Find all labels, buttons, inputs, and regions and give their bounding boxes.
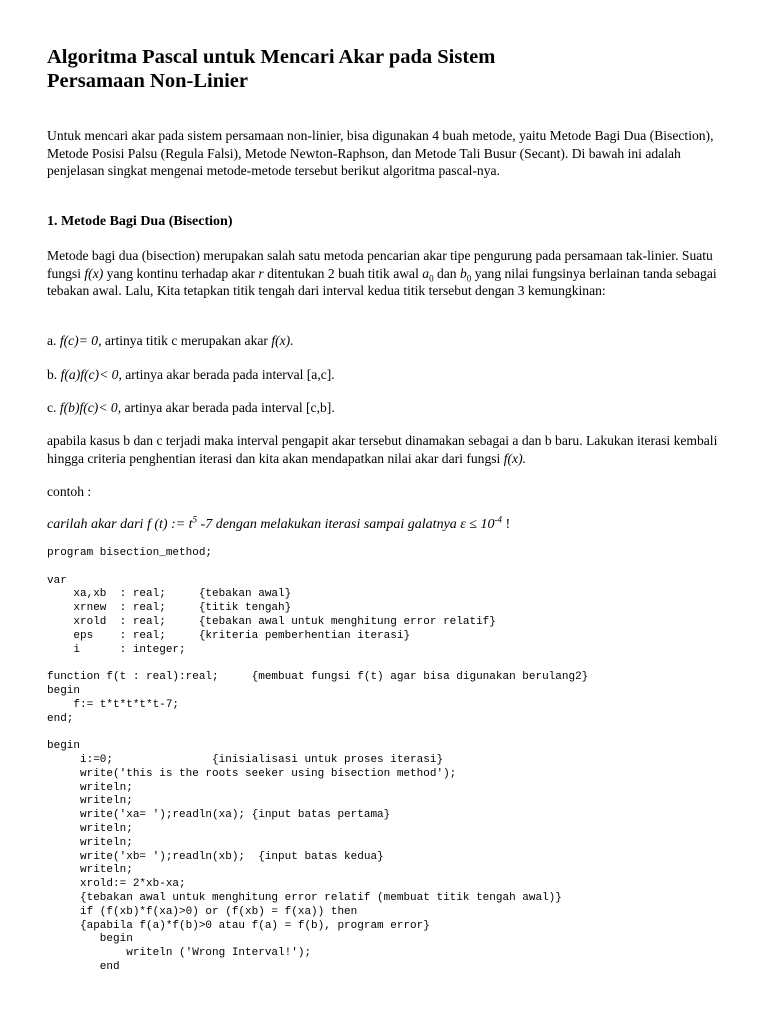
example-problem xyxy=(47,516,737,534)
math-fx: f(x) xyxy=(84,265,104,281)
code-line: begin xyxy=(47,684,81,697)
code-line: if (f(xb)*f(xa)>0) or (f(xb) = f(xa)) then xyxy=(47,905,358,918)
text-run: -7 dengan melakukan iterasi sampai galatnya ε ≤ 10 xyxy=(197,517,495,532)
code-line: writeln; xyxy=(47,836,133,849)
code-line xyxy=(47,726,588,740)
code-line: begin xyxy=(47,740,81,753)
code-line: writeln; xyxy=(47,864,133,877)
text-run: ! xyxy=(502,517,511,532)
intro-paragraph: Untuk mencari akar pada sistem persamaan non-linier, bisa digunakan 4 buah metode, yaitu Metode Bagi Dua (Bisection), Metode Posisi Palsu (Regula Falsi), Metode Newton-Raphson, dan Metode Tali Busur (Secant). Di bawah ini adalah penjelasan singkat mengenai metode-metode tersebut berikut algoritma pascal-nya. xyxy=(47,128,714,178)
section-heading: 1. Metode Bagi Dua (Bisection) xyxy=(47,214,233,229)
text-run: carilah akar dari f (t) := t xyxy=(47,517,193,532)
math-fx: f(x). xyxy=(503,450,526,466)
code-line: program bisection_method; xyxy=(47,547,213,559)
case-text: artinya akar berada pada interval [c,b]. xyxy=(121,400,335,415)
code-line xyxy=(47,657,588,671)
example-label: contoh : xyxy=(47,484,92,499)
case-b xyxy=(47,366,737,384)
case-a xyxy=(47,332,737,350)
code-line: f:= t*t*t*t*t-7; xyxy=(47,698,180,711)
text-run: ditentukan 2 buah titik awal xyxy=(263,265,423,281)
page-title xyxy=(47,45,495,93)
code-line: {apabila f(a)*f(b)>0 atau f(a) = f(b), program error} xyxy=(47,919,430,932)
code-line: function f(t : real):real; {membuat fungsi f(t) agar bisa digunakan berulang2} xyxy=(47,671,589,684)
code-line xyxy=(47,561,588,575)
code-line: xrold : real; {tebakan awal untuk menghitung error relatif} xyxy=(47,615,496,628)
code-line: writeln; xyxy=(47,795,133,808)
text-run: Metode bagi dua (bisection) merupakan salah satu metoda pencarian akar tipe pengurung pada persamaan tak-linier. Suatu fungsi xyxy=(47,248,713,281)
text-run: dan xyxy=(433,265,460,281)
case-label: a. xyxy=(47,333,60,348)
code-line: eps : real; {kriteria pemberhentian iterasi} xyxy=(47,629,411,642)
iteration-paragraph xyxy=(47,432,737,467)
math-r: r xyxy=(258,265,264,281)
math-a0: a xyxy=(422,265,430,281)
code-line: write('this is the roots seeker using bisection method'); xyxy=(47,767,457,780)
math-superscript: -4 xyxy=(494,514,502,525)
code-line: writeln ('Wrong Interval!'); xyxy=(47,947,312,960)
case-label: b. xyxy=(47,367,61,382)
title-line-2: Persamaan Non-Linier xyxy=(47,70,248,92)
case-c xyxy=(47,399,737,417)
case-label: c. xyxy=(47,400,60,415)
case-text: artinya titik c merupakan akar xyxy=(101,333,272,348)
code-line: begin xyxy=(47,933,133,946)
case-expression: f(a)f(c)< 0, xyxy=(60,367,122,382)
case-expression: f(b)f(c)< 0, xyxy=(59,400,122,415)
code-line: i : integer; xyxy=(47,643,186,656)
code-line: i:=0; {inisialisasi untuk proses iterasi} xyxy=(47,753,444,766)
math-fx: f(x). xyxy=(271,333,294,348)
code-line: write('xa= ');readln(xa); {input batas pertama} xyxy=(47,809,391,822)
code-line: xrnew : real; {titik tengah} xyxy=(47,602,292,615)
math-subscript: 0 xyxy=(429,273,434,284)
math-superscript: 5 xyxy=(192,514,198,525)
code-line: xa,xb : real; {tebakan awal} xyxy=(47,588,292,601)
bisection-description xyxy=(47,247,737,300)
text-run: yang kontinu terhadap akar xyxy=(103,265,259,281)
code-line: writeln; xyxy=(47,822,133,835)
code-line: end xyxy=(47,960,120,973)
math-subscript: 0 xyxy=(466,273,472,284)
case-text: artinya akar berada pada interval [a,c]. xyxy=(121,367,335,382)
math-b0: b xyxy=(460,265,467,281)
code-line: writeln; xyxy=(47,781,133,794)
code-line: {tebakan awal untuk menghitung error relatif (membuat titik tengah awal)} xyxy=(47,891,562,904)
code-line: var xyxy=(47,574,67,587)
code-line: xrold:= 2*xb-xa; xyxy=(47,878,186,891)
text-run: yang nilai fungsinya berlainan tanda sebagai tebakan awal. Lalu, Kita tetapkan titik tengah dari interval kedua titik tersebut dengan 3 kemungkinan: xyxy=(47,265,717,298)
code-line: write('xb= ');readln(xb); {input batas kedua} xyxy=(47,850,384,863)
pascal-code-block xyxy=(47,547,588,975)
case-expression: f(c)= 0, xyxy=(59,333,102,348)
code-line: end; xyxy=(47,712,74,725)
text-run: apabila kasus b dan c terjadi maka interval pengapit akar tersebut dinamakan sebagai a dan b baru. Lakukan iterasi kembali hingga criteria penghentian iterasi dan kita akan mendapatkan nilai akar dari fungsi xyxy=(47,433,718,466)
title-line-1: Algoritma Pascal untuk Mencari Akar pada Sistem xyxy=(47,46,496,68)
